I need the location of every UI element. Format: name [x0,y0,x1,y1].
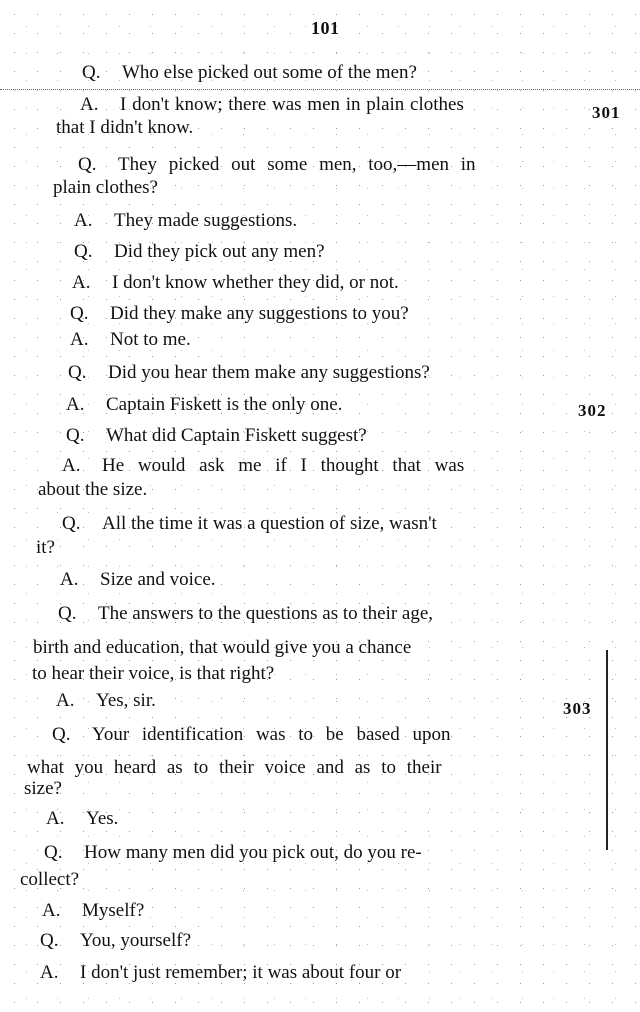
line-text: Did they pick out any men? [114,241,325,262]
line-text: Who else picked out some of the men? [122,62,417,83]
speaker-label: A. [40,962,59,983]
transcript-line [24,778,62,800]
transcript-line [46,808,118,830]
line-text: what you heard as to their voice and as to their [27,757,442,778]
line-text: collect? [20,869,80,890]
transcript-line [80,94,464,116]
line-text: The answers to the questions as to their age, [98,603,434,624]
transcript-line [66,394,342,416]
transcript-line [27,757,442,779]
line-text: size? [24,778,62,799]
line-text: Yes, sir. [96,690,156,711]
transcript-line [40,962,401,984]
margin-number: 301 [592,103,621,122]
speaker-label: Q. [40,930,59,951]
transcript-line [42,900,144,922]
transcript-line [70,329,191,351]
transcript-line [74,210,297,232]
transcript-line [32,663,274,685]
speaker-label: A. [56,690,75,711]
line-text: Not to me. [110,329,191,350]
transcript-line [62,455,464,477]
margin-bracket [606,650,608,850]
line-text: Did they make any suggestions to you? [110,303,409,324]
line-text: birth and education, that would give you a chance [33,637,412,658]
line-text: plain clothes? [53,177,158,198]
transcript-line [33,637,411,659]
line-text: to hear their voice, is that right? [32,663,275,684]
speaker-label: Q. [78,154,97,175]
line-text: I don't know whether they did, or not. [112,272,399,293]
transcript-line [56,690,156,712]
line-text: it? [36,537,55,558]
speaker-label: A. [66,394,85,415]
transcript-line [44,842,422,864]
speaker-label: Q. [58,603,77,624]
line-text: All the time it was a question of size, wasn't [102,513,437,534]
transcript-line [66,425,367,447]
transcript-line [52,724,450,746]
speaker-label: A. [80,94,99,115]
line-text: I don't just remember; it was about four or [80,962,402,983]
line-text: that I didn't know. [56,117,194,138]
line-text: They picked out some men, too,—men in [118,154,476,175]
transcript-line [38,479,147,501]
speaker-label: A. [72,272,91,293]
transcript-line [74,241,325,263]
transcript-line [36,537,55,559]
transcript-line [20,869,79,891]
page-number: 101 [311,18,340,38]
speaker-label: A. [46,808,65,829]
speaker-label: A. [60,569,79,590]
transcript-line [82,62,417,84]
speaker-label: Q. [70,303,89,324]
speaker-label: Q. [82,62,101,83]
margin-number: 302 [578,401,607,420]
line-text: They made suggestions. [114,210,298,231]
transcript-line [62,513,437,535]
speaker-label: Q. [68,362,87,383]
transcript-line [60,569,216,591]
transcript-line [70,303,409,325]
line-text: You, yourself? [80,930,192,951]
transcript-line [78,154,476,176]
speaker-label: Q. [52,724,71,745]
line-text: Captain Fiskett is the only one. [106,394,343,415]
speaker-label: Q. [62,513,81,534]
margin-number: 303 [563,699,592,718]
transcript-line [53,177,158,199]
line-text: Yes. [86,808,119,829]
line-text: Myself? [82,900,145,921]
transcript-line [56,117,193,139]
line-text: He would ask me if I thought that was [102,455,465,476]
transcript-line [58,603,433,625]
line-text: How many men did you pick out, do you re- [84,842,422,863]
speaker-label: A. [70,329,89,350]
line-text: Size and voice. [100,569,216,590]
line-text: about the size. [38,479,148,500]
transcript-line [40,930,191,952]
line-text: Your identification was to be based upon [92,724,451,745]
line-text: I don't know; there was men in plain clothes [120,94,464,115]
speaker-label: A. [74,210,93,231]
scan-artifact-line [0,89,640,90]
speaker-label: Q. [66,425,85,446]
transcript-line [72,272,399,294]
speaker-label: Q. [74,241,93,262]
speaker-label: A. [42,900,61,921]
transcript-line [68,362,430,384]
speaker-label: A. [62,455,81,476]
line-text: What did Captain Fiskett suggest? [106,425,367,446]
line-text: Did you hear them make any suggestions? [108,362,430,383]
speaker-label: Q. [44,842,63,863]
